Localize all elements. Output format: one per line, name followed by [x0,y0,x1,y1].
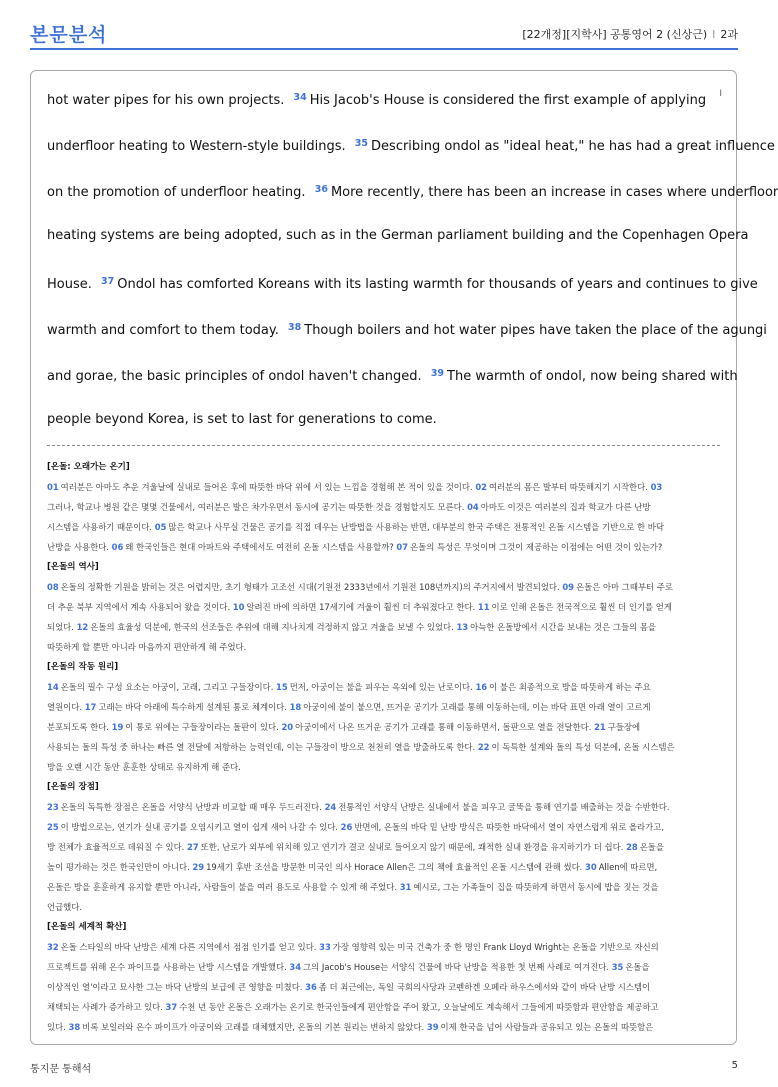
sentence-text: 고래는 바닥 아래에 특수하게 설계된 통로 체계이다. [98,702,287,712]
sentence-text: 아늑한 온돌방에서 시간을 보내는 것은 그들의 몸을 [470,622,657,632]
translation-line [47,617,725,637]
sentence-text: 채택되는 사례가 증가하고 있다. [47,1002,163,1012]
translation-line [47,817,725,837]
translation-number: 19 [111,722,124,732]
sentence-text: The warmth of ondol, now being shared with [447,369,738,384]
sentence-text: 온돌의 필수 구성 요소는 아궁이, 고래, 그리고 구들장이다. [60,682,274,692]
translation-number: 25 [47,822,59,832]
sentence-text: 이제 한국을 넘어 사람들과 공유되고 있는 온돌의 따뜻함은 [440,1022,654,1032]
sentence-text: 온돌은 방을 훈훈하게 유지할 뿐만 아니라, 사람들이 불을 여러 용도로 사용할 수 있게 해 주었다. [47,882,398,892]
scroll-tick: I [719,89,722,99]
sentence-text: 그러나, 학교나 병원 같은 몇몇 건물에서, 여러분은 발은 차가우면서 동시에 공기는 따뜻한 것을 경험할지도 모른다. [47,502,465,512]
translation-number: 06 [111,542,124,552]
sentence-text: 온돌의 정확한 기원을 밝히는 것은 어렵지만, 초기 형태가 고조선 시대(기원전 2333년에서 기원전 108년까지)의 주거지에서 발견되었다. [60,582,560,592]
translation-number: 08 [47,582,59,592]
translation-number: 24 [324,802,337,812]
sentence-text: More recently, there has been an increase in cases where underfloor [330,185,778,200]
course-info [522,26,738,42]
translation-number: 38 [68,1022,81,1032]
passage-line [47,363,738,409]
translation-number: 18 [289,702,302,712]
page-header [30,18,738,50]
sentence-text: 왜 한국인들은 현대 아파트와 주택에서도 여전히 온돌 시스템을 사용할까? [125,542,394,552]
translation-number: 35 [611,962,624,972]
sentence-text: on the promotion of underfloor heating. [47,185,306,200]
sentence-text: 온돌의 독특한 장점은 온돌을 서양식 난방과 비교할 때 매우 두드러진다. [60,802,322,812]
translation-line [47,477,725,497]
sentence-text: 분포되도록 한다. [47,722,109,732]
sentence-text: 시스템을 사용하기 때문이다. [47,522,153,532]
sentence-text: 방을 오랜 시간 동안 훈훈한 상태로 유지하게 해 준다. [47,762,241,772]
translation-number: 12 [76,622,89,632]
sentence-text: hot water pipes for his own projects. [47,93,285,108]
sentence-text: Allen에 따르면, [598,862,658,872]
sentence-text: 좀 더 최근에는, 독일 국회의사당과 코펜하겐 오페라 하우스에서와 같이 바닥 난방 시스템이 [318,982,651,992]
sentence-text: 있다. [47,1022,66,1032]
translation-number: 33 [319,942,331,952]
sentence-text: 이 통로 위에는 구들장이라는 돌판이 있다. [125,722,279,732]
sentence-text: 그의 Jacob's House는 서양식 건물에 바닥 난방을 적용한 첫 번째 사례로 여겨진다. [303,962,610,972]
sentence-text: Ondol has comforted Koreans with its lasting warmth for thousands of years and continues to give [117,277,758,292]
translation-line [47,1017,725,1037]
header-separator: I [712,28,716,41]
sentence-text: 온돌 스타일의 바닥 난방은 세계 다른 지역에서 점점 인기를 얻고 있다. [60,942,317,952]
translation-number: 14 [47,682,59,692]
passage-line [47,225,749,271]
sentence-text: people beyond Korea, is set to last for generations to come. [47,412,437,427]
translation-line [47,517,725,537]
translation-number: 17 [84,702,97,712]
translation-line [47,497,725,517]
sentence-text: 전통적인 서양식 난방은 실내에서 불을 피우고 굴뚝을 통해 연기를 배출하는 것을 수반한다. [338,802,670,812]
passage-line [47,179,778,225]
translation-line [47,737,725,757]
translation-line [47,757,725,777]
sentence-text: 여러분은 아마도 추운 겨울날에 실내로 들어온 후에 따뜻한 바닥 위에 서 있는 느낌을 경험해 본 적이 있을 것이다. [60,482,473,492]
section-heading: [온돌의 세계적 확산] [47,922,127,932]
sentence-text: underfloor heating to Western-style buildings. [47,139,346,154]
sentence-text: 온돌의 특성은 무엇이며 그것이 제공하는 이점에는 어떤 것이 있는가? [410,542,663,552]
sentence-text: 되었다. [47,622,74,632]
translation-line [47,857,725,877]
sentence-text: 열원이다. [47,702,83,712]
sentence-text: 여러분의 몸은 발부터 따뜻해지기 시작한다. [488,482,648,492]
page-title: 본문분석 [30,24,108,46]
translation-number: 11 [477,602,490,612]
translation-number: 15 [276,682,288,692]
translation-line [47,837,725,857]
translation-line [47,797,725,817]
translation-line [47,677,725,697]
translation-number: 37 [165,1002,178,1012]
translation-line [47,997,725,1017]
translation-line [47,937,725,957]
sentence-text: 이 독특한 설계와 돌의 특성 덕분에, 온돌 시스템은 [491,742,675,752]
translation-number: 07 [396,542,409,552]
sentence-text: 반면에, 온돌의 바닥 밑 난방 방식은 따뜻한 바닥에서 열이 자연스럽게 위로 올라가고, [354,822,664,832]
translation-line [47,577,725,597]
sentence-text: 언급했다. [47,902,83,912]
translation-number: 13 [456,622,469,632]
sentence-text: 이로 인해 온돌은 전국적으로 훨씬 더 인기를 얻게 [491,602,672,612]
translation-number: 16 [475,682,488,692]
passage-line [47,133,775,179]
sentence-text: 또한, 난로가 외부에 위치해 있고 연기가 결코 실내로 들어오지 않기 때문에, 쾌적한 실내 환경을 유지하기가 더 쉽다. [200,842,624,852]
passage-line [47,271,758,317]
translation-line [47,977,725,997]
english-passage [47,87,778,455]
translation-number: 32 [47,942,59,952]
section-heading: [온돌의 역사] [47,562,99,572]
passage-line [47,409,717,455]
sentence-number: 35 [354,138,369,149]
sentence-text: 아마도 이것은 여러분의 집과 학교가 다른 난방 [480,502,651,512]
translation-number: 29 [192,862,205,872]
translation-number: 02 [475,482,487,492]
translation-line [47,717,725,737]
section-heading: [온돌의 작동 원리] [47,662,119,672]
sentence-text: 더 추운 북부 지역에서 계속 사용되어 왔을 것이다. [47,602,231,612]
lesson-label: 2과 [720,28,738,41]
sentence-text: 알려진 바에 의하면 17세기에 겨울이 훨씬 더 추워졌다고 한다. [246,602,476,612]
sentence-text: warmth and comfort to them today. [47,323,279,338]
sentence-text: 아궁이에서 나온 뜨거운 공기가 고래를 통해 이동하면서, 돌판으로 열을 전달한다. [295,722,592,732]
translation-number: 28 [626,842,638,852]
sentence-text: 아궁이에 불이 붙으면, 뜨거운 공기가 고래를 통해 이동하는데, 이는 바닥 표면 아래 열이 고르게 [303,702,651,712]
passage-line [47,87,717,133]
translation-number: 09 [562,582,575,592]
sentence-text: heating systems are being adopted, such as in the German parliament building and the Copenhagen Opera [47,228,749,243]
sentence-text: 가장 영향력 있는 미국 건축가 중 한 명인 Frank Lloyd Wright는 온돌을 기반으로 자신의 [332,942,659,952]
sentence-text: 온돌은 아마 그때부터 주로 [576,582,673,592]
dashed-divider [47,445,720,446]
sentence-text: 사용되는 돌의 특성 중 하나는 빠른 열 전달에 저항하는 능력인데, 이는 구들장이 방으로 천천히 열을 방출하도록 한다. [47,742,476,752]
sentence-text: Describing ondol as "ideal heat," he has had a great influence [371,139,775,154]
sentence-text: 프로젝트를 위해 온수 파이프를 사용하는 난방 시스템을 개발했다. [47,962,287,972]
analysis-card [30,70,778,1045]
course-name: [22개정][지학사] 공통영어 2 (신상근) [522,28,708,41]
sentence-text: 온돌의 효율성 덕분에, 한국의 선조들은 추위에 대해 지나치게 걱정하지 않고 겨울을 보낼 수 있었다. [90,622,454,632]
sentence-number: 37 [101,276,115,287]
sentence-text: 수천 년 동안 온돌은 오래가는 온기로 한국인들에게 편안함을 주어 왔고, 오늘날에도 계속해서 그들에게 따뜻함과 편안함을 제공하고 [179,1002,659,1012]
sentence-text: 온돌을 [625,962,650,972]
sentence-text: 따뜻하게 할 뿐만 아니라 마음까지 편안하게 해 주었다. [47,642,247,652]
sentence-text: 온돌을 [639,842,664,852]
sentence-text: 방 전체가 효율적으로 데워질 수 있다. [47,842,185,852]
sentence-text: 비록 보일러와 온수 파이프가 아궁이와 고래를 대체했지만, 온돌의 기본 원리는 변하지 않았다. [82,1022,425,1032]
sentence-text: 먼저, 아궁이는 불을 피우는 옥외에 있는 난로이다. [289,682,473,692]
translation-number: 39 [426,1022,439,1032]
sentence-text: 이상적인 열'이라고 묘사한 그는 바닥 난방의 보급에 큰 영향을 미쳤다. [47,982,303,992]
translation-number: 23 [47,802,59,812]
page-number: 5 [731,1060,738,1071]
translation-line [47,597,725,617]
section-heading: [온돌: 오래가는 온기] [47,462,130,472]
footer-label: 통지문 통해석 [30,1064,92,1075]
translation-number: 27 [187,842,199,852]
sentence-number: 36 [314,184,328,195]
sentence-text: 이 방법으로는, 연기가 실내 공기를 오염시키고 열이 쉽게 새어 나갈 수 있다. [60,822,338,832]
translation-number: 34 [289,962,302,972]
translation-number: 20 [281,722,294,732]
passage-line [47,317,767,363]
sentence-text: and gorae, the basic principles of ondol haven't changed. [47,369,422,384]
translation-line [47,877,725,897]
sentence-text: 구들장에 [607,722,641,732]
sentence-number: 38 [288,322,302,333]
korean-translation [47,457,725,1037]
translation-line [47,897,725,917]
sentence-text: 19세기 후반 조선을 방문한 미국인 의사 Horace Allen은 그의 책에 효율적인 온돌 시스템에 관해 썼다. [206,862,583,872]
translation-number: 22 [477,742,490,752]
sentence-number: 34 [293,92,307,103]
sentence-text: 많은 학교나 사무실 건물은 공기를 직접 데우는 난방법을 사용하는 반면, 대부분의 한국 주택은 전통적인 온돌 시스템을 기반으로 한 바닥 [168,522,664,532]
sentence-text: 이 불은 최종적으로 방을 따뜻하게 하는 주요 [489,682,651,692]
sentence-text: His Jacob's House is considered the first example of applying [309,93,707,108]
translation-number: 30 [585,862,597,872]
translation-line [47,537,725,557]
translation-number: 03 [650,482,663,492]
translation-line [47,957,725,977]
sentence-number: 39 [430,368,445,379]
translation-number: 04 [467,502,479,512]
sentence-text: House. [47,277,92,292]
translation-line [47,637,725,657]
translation-number: 21 [594,722,606,732]
header-rule [30,48,738,50]
sentence-text: 예시로, 그는 가족들이 집을 따뜻하게 하면서 동시에 밥을 짓는 것을 [413,882,659,892]
translation-number: 26 [340,822,353,832]
translation-number: 01 [47,482,59,492]
sentence-text: 난방을 사용한다. [47,542,109,552]
translation-number: 36 [305,982,317,992]
translation-number: 10 [232,602,245,612]
section-heading: [온돌의 장점] [47,782,99,792]
translation-number: 31 [399,882,412,892]
sentence-text: Though boilers and hot water pipes have taken the place of the agungi [304,323,767,338]
sentence-text: 높이 평가하는 것은 한국인만이 아니다. [47,862,190,872]
translation-number: 05 [154,522,167,532]
translation-line [47,697,725,717]
